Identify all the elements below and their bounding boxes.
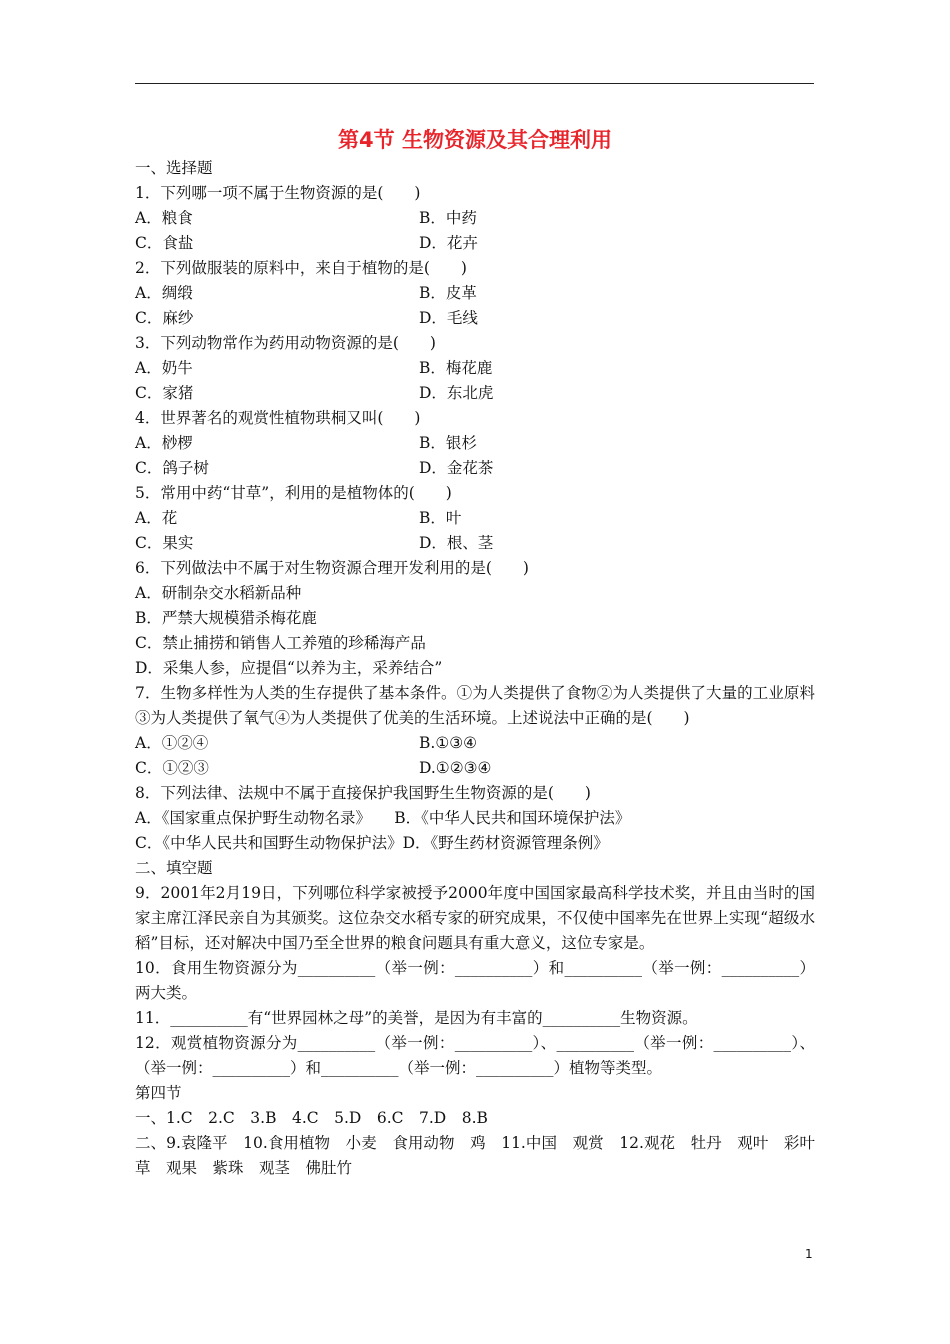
option-a: A．花	[135, 509, 178, 527]
option-c: C．食盐	[135, 234, 194, 252]
option-d: D.①②③④	[419, 759, 492, 777]
options-row	[135, 456, 815, 481]
option-c: C．鸽子树	[135, 459, 209, 477]
option-d: D．《野生药材资源管理条例》	[402, 834, 609, 852]
options-row	[135, 356, 815, 381]
options-row	[135, 831, 815, 856]
option-a: A．①②④	[135, 734, 209, 752]
page-number: 1	[805, 1247, 813, 1261]
option-c: C．果实	[135, 534, 194, 552]
option-b: B．中药	[419, 209, 477, 227]
option-b: B．梅花鹿	[419, 359, 493, 377]
question-3: 3．下列动物常作为药用动物资源的是( )	[135, 334, 436, 352]
option-b: B．《中华人民共和国环境保护法》	[394, 809, 631, 827]
option-a: A．绸缎	[135, 284, 193, 302]
question-9: 9．2001年2月19日，下列哪位科学家被授予2000年度中国国家最高科学技术奖，并且由当时的国家主席江泽民亲自为其颁奖。这位杂交水稻专家的研究成果，不仅使中国率先在世界上实现“超级水稻”目标，还对解决中国乃至全世界的粮食问题具有重大意义，这位专家是。	[135, 884, 815, 952]
question-6: 6．下列做法中不属于对生物资源合理开发利用的是( )	[135, 559, 529, 577]
options-row	[135, 431, 815, 456]
options-row	[135, 531, 815, 556]
options-row	[135, 381, 815, 406]
question-10: 10．食用生物资源分为__________（举一例：__________）和__________（举一例：__________）两大类。	[135, 959, 815, 1002]
option-b: B.①③④	[419, 734, 478, 752]
option-c: C．麻纱	[135, 309, 194, 327]
option-d: D．毛线	[419, 309, 478, 327]
option-d: D．花卉	[419, 234, 478, 252]
options-row	[135, 806, 815, 831]
option-c: C．《中华人民共和国野生动物保护法》	[135, 834, 403, 852]
option-d: D．东北虎	[419, 384, 494, 402]
options-row	[135, 231, 815, 256]
question-4: 4．世界著名的观赏性植物珙桐又叫( )	[135, 409, 421, 427]
option-c: C．①②③	[135, 759, 209, 777]
answer-fill: 二、9.袁隆平 10.食用植物 小麦 食用动物 鸡 11.中国 观赏 12.观花 牡丹 观叶 彩叶草 观果 紫珠 观茎 佛肚竹	[135, 1134, 815, 1177]
option-b: B．银杉	[419, 434, 477, 452]
options-row	[135, 281, 815, 306]
option-b: B．严禁大规模猎杀梅花鹿	[135, 609, 317, 627]
question-11: 11．__________有“世界园林之母”的美誉，是因为有丰富的__________生物资源。	[135, 1009, 698, 1027]
option-d: D．金花茶	[419, 459, 494, 477]
option-a: A．研制杂交水稻新品种	[135, 584, 302, 602]
option-a: A．《国家重点保护野生动物名录》	[135, 809, 364, 827]
question-7: 7．生物多样性为人类的生存提供了基本条件。①为人类提供了食物②为人类提供了大量的工业原料③为人类提供了氧气④为人类提供了优美的生活环境。上述说法中正确的是( )	[135, 684, 815, 727]
header-rule	[135, 83, 814, 84]
option-b: B．皮革	[419, 284, 477, 302]
options-row	[135, 206, 815, 231]
option-d: D．采集人参，应提倡“以养为主，采养结合”	[135, 659, 443, 677]
page-title: 第4节 生物资源及其合理利用	[338, 128, 612, 152]
question-5: 5．常用中药“甘草”，利用的是植物体的( )	[135, 484, 452, 502]
options-row	[135, 506, 815, 531]
option-a: A．粮食	[135, 209, 193, 227]
document-body	[135, 124, 815, 1181]
option-d: D．根、茎	[419, 534, 494, 552]
option-a: A．奶牛	[135, 359, 193, 377]
question-2: 2．下列做服装的原料中，来自于植物的是( )	[135, 259, 467, 277]
option-b: B．叶	[419, 509, 462, 527]
options-row	[135, 756, 815, 781]
options-row	[135, 306, 815, 331]
question-12: 12．观赏植物资源分为__________（举一例：__________）、__________（举一例：__________）、（举一例：__________）和__________（举一例：__________）植物等类型。	[135, 1034, 815, 1077]
section-heading-choice: 一、选择题	[135, 159, 213, 177]
option-c: C．家猪	[135, 384, 194, 402]
option-a: A．桫椤	[135, 434, 193, 452]
question-8: 8．下列法律、法规中不属于直接保护我国野生生物资源的是( )	[135, 784, 591, 802]
options-row	[135, 731, 815, 756]
question-1: 1．下列哪一项不属于生物资源的是( )	[135, 184, 421, 202]
answer-title: 第四节	[135, 1084, 182, 1102]
answer-choice: 一、1.C 2.C 3.B 4.C 5.D 6.C 7.D 8.B	[135, 1109, 488, 1127]
option-c: C．禁止捕捞和销售人工养殖的珍稀海产品	[135, 634, 426, 652]
section-heading-fill: 二、填空题	[135, 859, 213, 877]
